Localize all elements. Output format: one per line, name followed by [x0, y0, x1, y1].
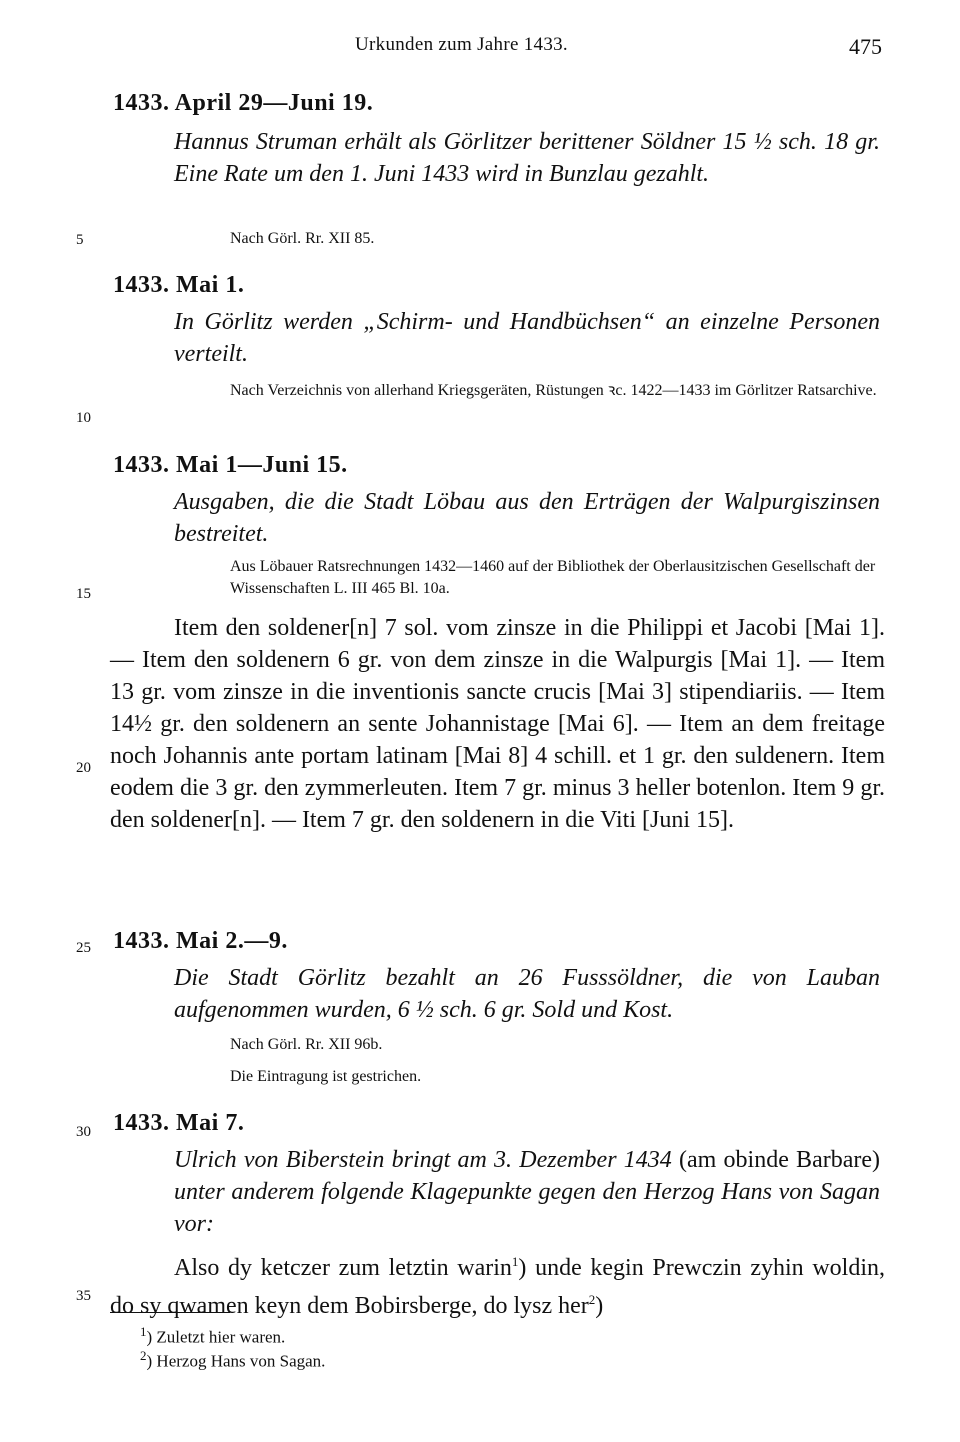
source-reference: Nach Verzeichnis von allerhand Kriegsgeräten, Rüstungen ꝛc. 1422—1433 im Görlitzer Ratsarchive. — [230, 382, 877, 399]
record-text-part: ) unde kegin Prewczin zyhin woldin, do sy qwamen keyn dem Bobirsberge, do lysz her — [110, 1255, 885, 1319]
record-text-part: ) — [595, 1293, 604, 1319]
source-reference: Nach Görl. Rr. XII 85. — [230, 230, 375, 247]
line-number: 15 — [76, 586, 91, 602]
footnote-mark: 2 — [140, 1348, 147, 1363]
entry-date-heading: 1433. Mai 2.—9. — [113, 928, 288, 954]
footnote-divider — [110, 1312, 230, 1313]
record-text-part: Also dy ketczer zum letztin warin — [174, 1255, 512, 1281]
summary-italic-part: Ulrich von Biberstein bringt am 3. Dezember 1434 — [174, 1147, 672, 1173]
footnote: $^2$) Herzog Hans von Sagan. — [140, 1348, 326, 1371]
line-number: 20 — [76, 760, 91, 776]
running-head: Urkunden zum Jahre 1433. — [355, 34, 568, 55]
footnote-reference: 2 — [588, 1292, 596, 1307]
footnote-reference: 1 — [511, 1254, 519, 1269]
record-text: Item den soldener[n] 7 sol. vom zinsze in die Philippi et Jacobi [Mai 1]. — Item den soldenern 6 gr. von dem zinsze in die Walpurgis [Mai 1]. — Item 13 gr. vom zinsze in die inventionis sancte crucis [Mai 3] stipendiariis. — Item 14½ gr. den soldenern an sente Johannistage [Mai 6]. — Item an dem freitage noch Johannis ante portam latinam [Mai 8] 4 schill. et 1 gr. den suldenern. Item eodem die 3 gr. den zymmerleuten. Item 7 gr. minus 3 heller botenlon. Item 9 gr. den soldener[n]. — Item 7 gr. den soldenern in die Viti [Juni 15]. — [110, 615, 885, 833]
line-number: 25 — [76, 940, 91, 956]
source-reference: Nach Görl. Rr. XII 96b. — [230, 1036, 383, 1053]
entry-summary: Hannus Struman erhält als Görlitzer berittener Söldner 15 ½ sch. 18 gr. Eine Rate um den 1. Juni 1433 wird in Bunzlau gezahlt. — [174, 129, 880, 187]
line-number: 10 — [76, 410, 91, 426]
entry-date-heading: 1433. Mai 1. — [113, 272, 245, 298]
page-number: 475 — [849, 34, 882, 59]
source-reference: Aus Löbauer Ratsrechnungen 1432—1460 auf der Bibliothek der Oberlausitzischen Gesellschaft der Wissenschaften L. III 465 Bl. 10a. — [230, 558, 876, 597]
line-number: 5 — [76, 232, 84, 248]
entry-date-heading: 1433. April 29—Juni 19. — [113, 90, 374, 116]
entry-summary: In Görlitz werden „Schirm- und Handbüchsen“ an einzelne Personen verteilt. — [174, 309, 880, 367]
entry-summary — [174, 1144, 880, 1240]
footnote: $^1$) Zuletzt hier waren. — [140, 1324, 286, 1347]
footnote-mark: 1 — [140, 1324, 147, 1339]
summary-italic-part: unter anderem folgende Klagepunkte gegen den Herzog Hans von Sagan vor: — [174, 1179, 880, 1237]
entry-summary: Ausgaben, die die Stadt Löbau aus den Erträgen der Walpurgiszinsen bestreitet. — [174, 489, 880, 547]
entry-date-heading: 1433. Mai 7. — [113, 1110, 245, 1136]
summary-plain-part: (am obinde Barbare) — [671, 1147, 880, 1173]
footnote-text: Herzog Hans von Sagan. — [156, 1351, 326, 1371]
line-number: 35 — [76, 1288, 91, 1304]
record-text — [110, 1246, 885, 1322]
editorial-note: Die Eintragung ist gestrichen. — [230, 1068, 422, 1085]
footnote-text: Zuletzt hier waren. — [156, 1327, 286, 1347]
entry-date-heading: 1433. Mai 1—Juni 15. — [113, 452, 348, 478]
entry-summary: Die Stadt Görlitz bezahlt an 26 Fusssöldner, die von Lauban aufgenommen wurden, 6 ½ sch. 6 gr. Sold und Kost. — [174, 965, 880, 1023]
line-number: 30 — [76, 1124, 91, 1140]
